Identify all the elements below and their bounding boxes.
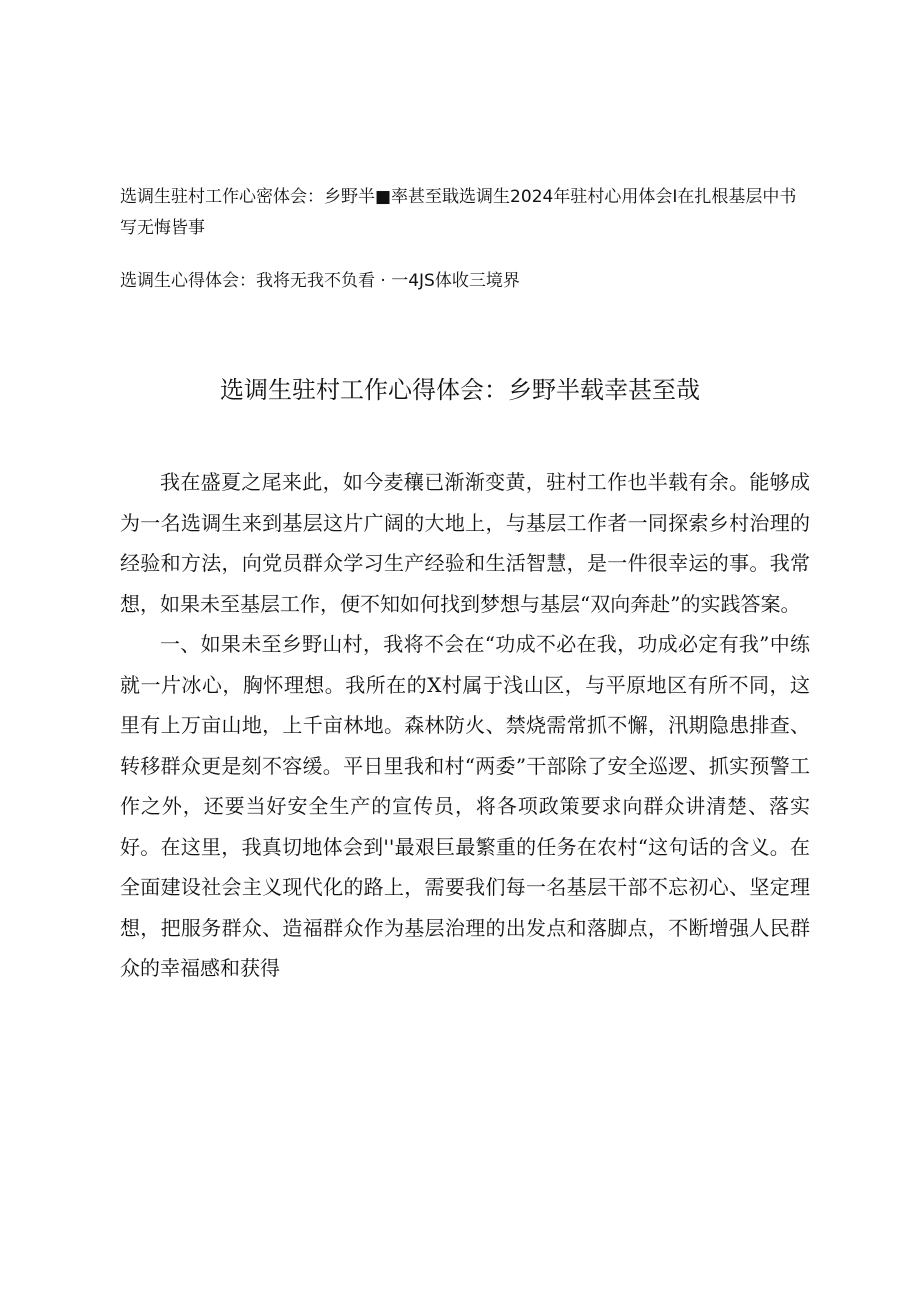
contents-item-2: 选调生心得体会：我将无我不负看 · 一4JS体收三境界: [120, 271, 520, 291]
paragraph-1: 我在盛夏之尾来此，如今麦穰已渐渐变黄，驻村工作也半载有余。能够成为一名选调生来到基层这片广阔的大地上，与基层工作者一同探索乡村治理的经验和方法，向党员群众学习生产经验和生活智慧，是一件很幸运的事。我常想，如果未至基层工作，便不知如何找到梦想与基层“双向奔赴”的实践答案。: [120, 470, 810, 616]
document-title: 选调生驻村工作心得体会：乡野半载幸甚至哉: [220, 376, 700, 404]
document-body: [120, 462, 810, 989]
paragraph-2: 一、如果未至乡野山村，我将不会在“功成不必在我，功成必定有我”中练就一片冰心，胸怀理想。我所在的X村属于浅山区，与平原地区有所不同，这里有上万亩山地，上千亩林地。森林防火、禁烧需常抓不懈，汛期隐患排查、转移群众更是刻不容缓。平日里我和村“两委”干部除了安全巡逻、抓实预警工作之外，还要当好安全生产的宣传员，将各项政策要求向群众讲清楚、落实好。在这里，我真切地体会到''最艰巨最繁重的任务在农村“这句话的含义。在全面建设社会主义现代化的路上，需要我们每一名基层干部不忘初心、坚定理想，把服务群众、造福群众作为基层治理的出发点和落脚点，不断增强人民群众的幸福感和获得: [120, 632, 810, 980]
contents-item-1: 选调生驻村工作心密体会：乡野半■率甚至戢选调生2024年驻村心用体会I在扎根基层中书写无悔皆事: [120, 187, 797, 238]
contents-list: [120, 182, 810, 297]
